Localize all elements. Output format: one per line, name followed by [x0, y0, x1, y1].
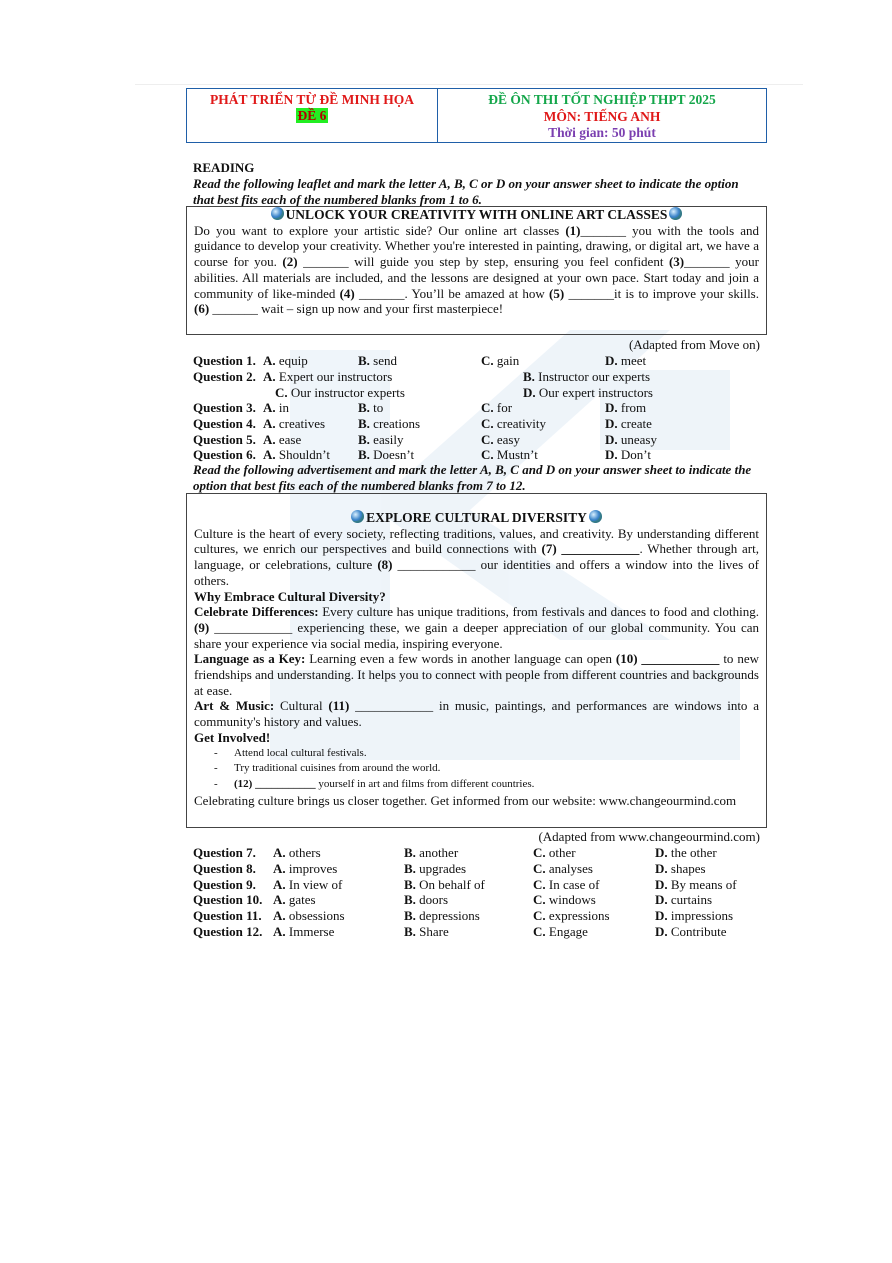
advert-art: Art & Music: Cultural (11) ____________ in music, paintings, and performances are windows into a community's history and values.: [194, 698, 759, 730]
advert-why-heading: Why Embrace Cultural Diversity?: [194, 588, 386, 604]
globe-icon: [351, 510, 364, 523]
globe-icon: [271, 207, 284, 220]
exam-subject: MÔN: TIẾNG ANH: [543, 108, 661, 124]
leaflet-box: [186, 206, 767, 335]
advert-celebrate: Celebrate Differences: Every culture has unique traditions, from festivals and dances to food and clothing. (9) ____________ experiencing these, we gain a deeper appreciation of our global community. You can share your experience via social media, inspiring everyone.: [194, 604, 760, 651]
leaflet-text: Do you want to explore your artistic side? Our online art classes (1)_______ you with the tools and guidance to develop your creativity. Whether you're interested in painting, drawing, or digital art, we have a course for you. (2) _______ will guide you step by step, ensuring you feel confident (3)_______ your abilities. All materials are included, and the lessons are designed at your own pace. Start today and join a community of like-minded (4) _______. You’ll be amazed at how (5) _______it is to improve your skills. (6) _______ wait – sign up now and your first masterpiece!: [194, 222, 759, 317]
advert-intro: Culture is the heart of every society, reflecting traditions, values, and creativity. By understanding different cultures, we enrich our perspectives and build connections with (7) ____________. Whether through art, language, or celebrations, culture (8) ____________ our identities and offers a window into the lives of others.: [194, 525, 760, 588]
advert-get-involved: Get Involved!: [194, 729, 271, 745]
advert-closing: Celebrating culture brings us closer together. Get informed from our website: www.changeourmind.com: [194, 792, 737, 808]
instruction-2: Read the following advertisement and mark the letter A, B, C and D on your answer sheet to indicate the option that best fits each of the numbered blanks from 7 to 12.: [193, 462, 752, 493]
globe-icon: [669, 207, 682, 220]
exam-header: [186, 88, 767, 143]
header-right: [438, 89, 766, 142]
list-item: - (12) ___________ yourself in art and films from different countries.: [214, 777, 759, 793]
section-title: READING: [193, 160, 255, 175]
leaflet-title: UNLOCK YOUR CREATIVITY WITH ONLINE ART CLASSES: [194, 207, 759, 223]
header-source: PHÁT TRIỂN TỪ ĐỀ MINH HỌA: [210, 92, 414, 107]
list-item: - Attend local cultural festivals.: [214, 746, 759, 762]
source-note-1: (Adapted from Move on): [628, 337, 760, 352]
instruction-1: Read the following leaflet and mark the letter A, B, C or D on your answer sheet to indicate the option that best fits each of the numbered blanks from 1 to 6.: [193, 176, 739, 207]
globe-icon: [589, 510, 602, 523]
exam-duration: Thời gian: 50 phút: [548, 125, 656, 140]
advert-language: Language as a Key: Learning even a few words in another language can open (10) ____________ to new friendships and understanding. It helps you to connect with people from different countries and backgrounds at ease.: [194, 651, 759, 698]
exam-number: ĐỀ 6: [297, 108, 327, 123]
exam-title: ĐỀ ÔN THI TỐT NGHIỆP THPT 2025: [488, 92, 716, 107]
advert-bullets: [194, 746, 759, 793]
header-left: [187, 89, 438, 142]
advert-title: EXPLORE CULTURAL DIVERSITY: [194, 510, 759, 526]
advert-box: [186, 493, 767, 828]
page-top-rule: [135, 84, 803, 85]
source-note-2: (Adapted from www.changeourmind.com): [538, 829, 760, 844]
list-item: - Try traditional cuisines from around the world.: [214, 761, 759, 777]
